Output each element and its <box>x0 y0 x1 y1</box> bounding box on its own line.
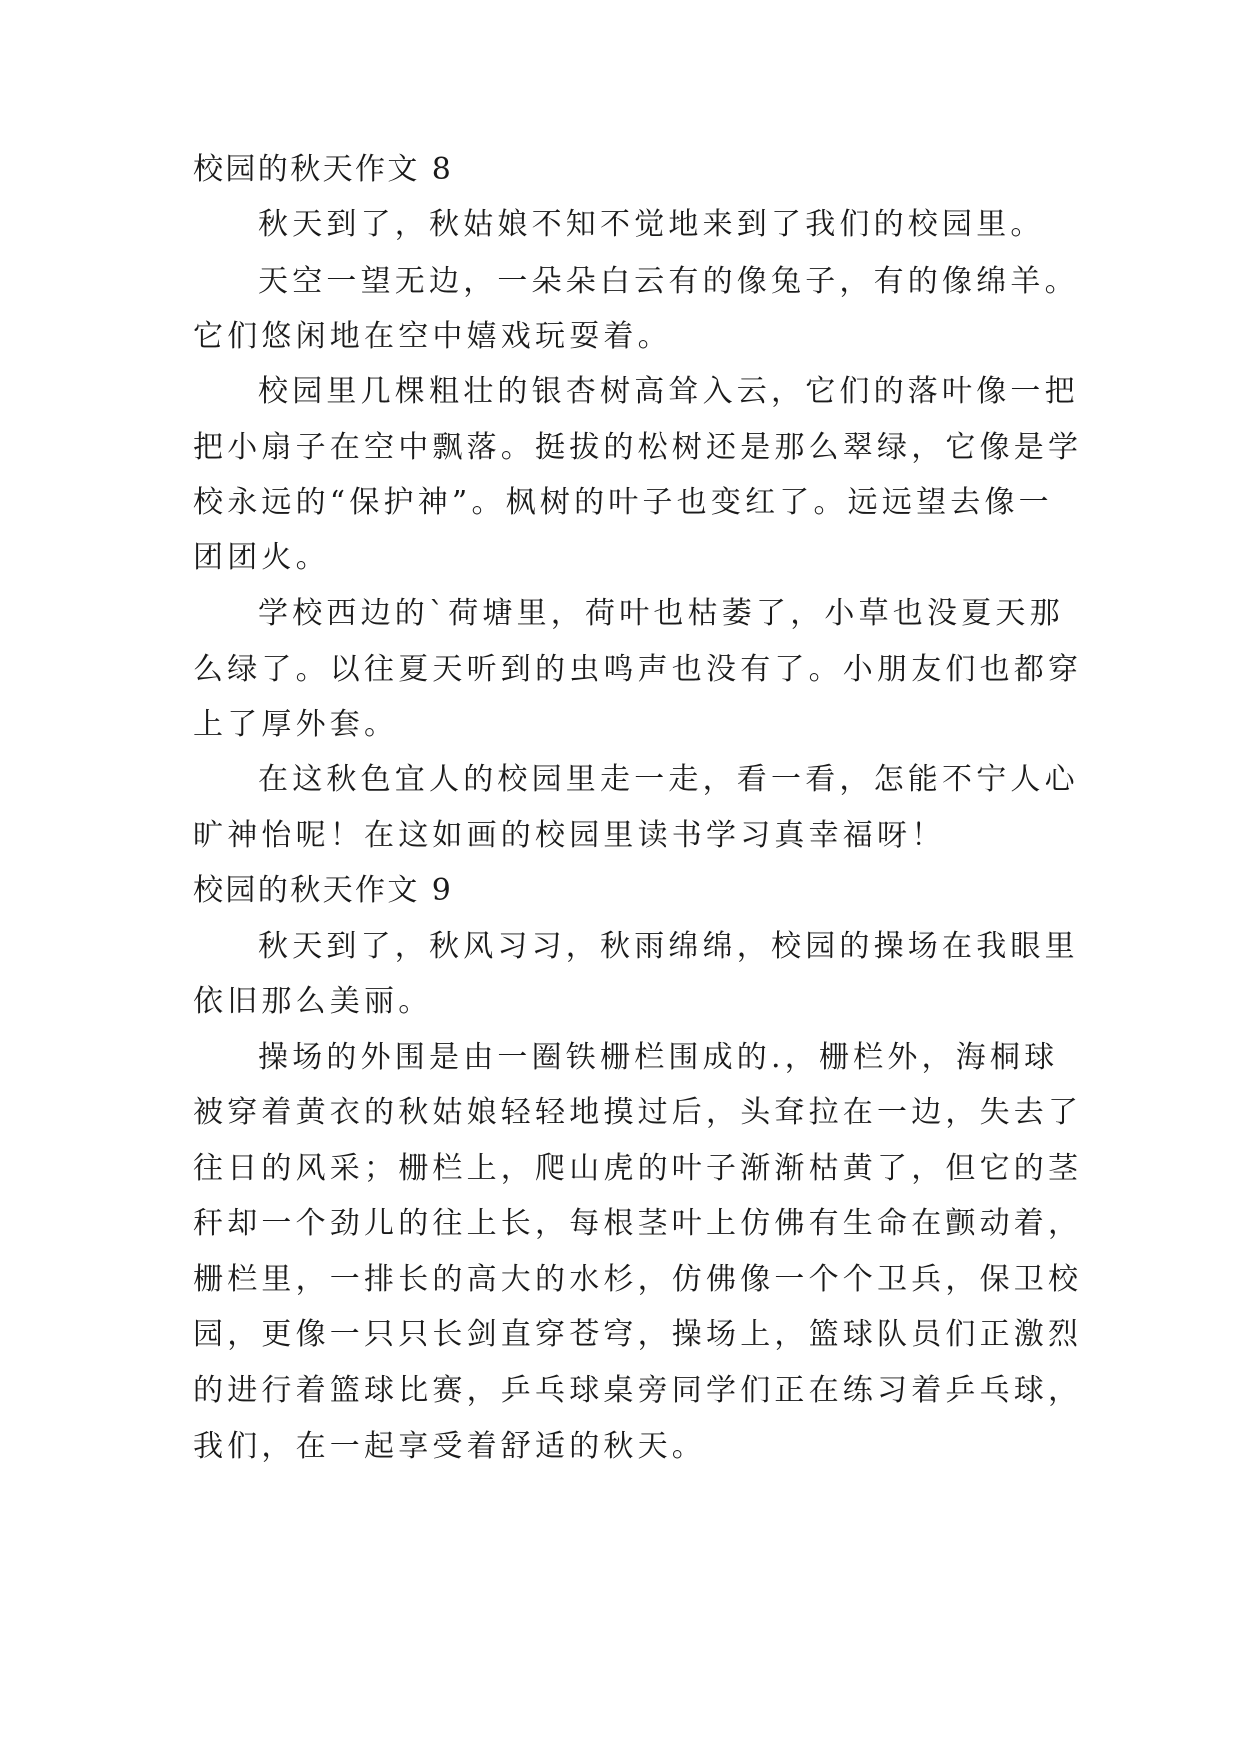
essay-9-title: 校园的秋天作文 9 <box>193 873 454 908</box>
essay-8-line: 校永远的“保护神”。枫树的叶子也变红了。远远望去像一 <box>193 485 1053 520</box>
essay-8-line: 秋天到了，秋姑娘不知不觉地来到了我们的校园里。 <box>258 207 1045 242</box>
essay-9-line: 栅栏里，一排长的高大的水杉，仿佛像一个个卫兵，保卫校 <box>193 1262 1083 1297</box>
essay-8-title: 校园的秋天作文 8 <box>193 152 454 187</box>
essay-9-line: 园，更像一只只长剑直穿苍穹，操场上，篮球队员们正激烈 <box>193 1317 1083 1352</box>
essay-8-line: 校园里几棵粗壮的银杏树高耸入云，它们的落叶像一把 <box>258 374 1079 409</box>
essay-9-line: 操场的外围是由一圈铁栅栏围成的.，栅栏外，海桐球 <box>258 1040 1059 1075</box>
essay-8-line: 它们悠闲地在空中嬉戏玩耍着。 <box>193 319 672 354</box>
essay-8-line: 把小扇子在空中飘落。挺拔的松树还是那么翠绿，它像是学 <box>193 430 1083 465</box>
essay-9-line: 依旧那么美丽。 <box>193 984 433 1019</box>
essay-9-line: 被穿着黄衣的秋姑娘轻轻地摸过后，头耷拉在一边，失去了 <box>193 1095 1083 1130</box>
essay-8-line: 上了厚外套。 <box>193 707 399 742</box>
essay-8-line: 么绿了。以往夏天听到的虫鸣声也没有了。小朋友们也都穿 <box>193 652 1083 687</box>
essay-8-line: 团团火。 <box>193 540 330 575</box>
essay-8-line: 学校西边的`荷塘里，荷叶也枯萎了，小草也没夏天那 <box>258 596 1064 631</box>
essay-9-line: 往日的风采；栅栏上，爬山虎的叶子渐渐枯黄了，但它的茎 <box>193 1151 1083 1186</box>
essay-9-line: 秆却一个劲儿的往上长，每根茎叶上仿佛有生命在颤动着， <box>193 1206 1083 1241</box>
essay-9-line: 我们，在一起享受着舒适的秋天。 <box>193 1429 706 1464</box>
essay-8-line: 天空一望无边，一朵朵白云有的像兔子，有的像绵羊。 <box>258 264 1079 299</box>
essay-9-line: 秋天到了，秋风习习，秋雨绵绵，校园的操场在我眼里 <box>258 929 1079 964</box>
essay-8-line: 旷神怡呢！在这如画的校园里读书学习真幸福呀！ <box>193 818 946 853</box>
essay-8-line: 在这秋色宜人的校园里走一走，看一看，怎能不宁人心 <box>258 762 1079 797</box>
essay-9-line: 的进行着篮球比赛，乒乓球桌旁同学们正在练习着乒乓球， <box>193 1373 1083 1408</box>
